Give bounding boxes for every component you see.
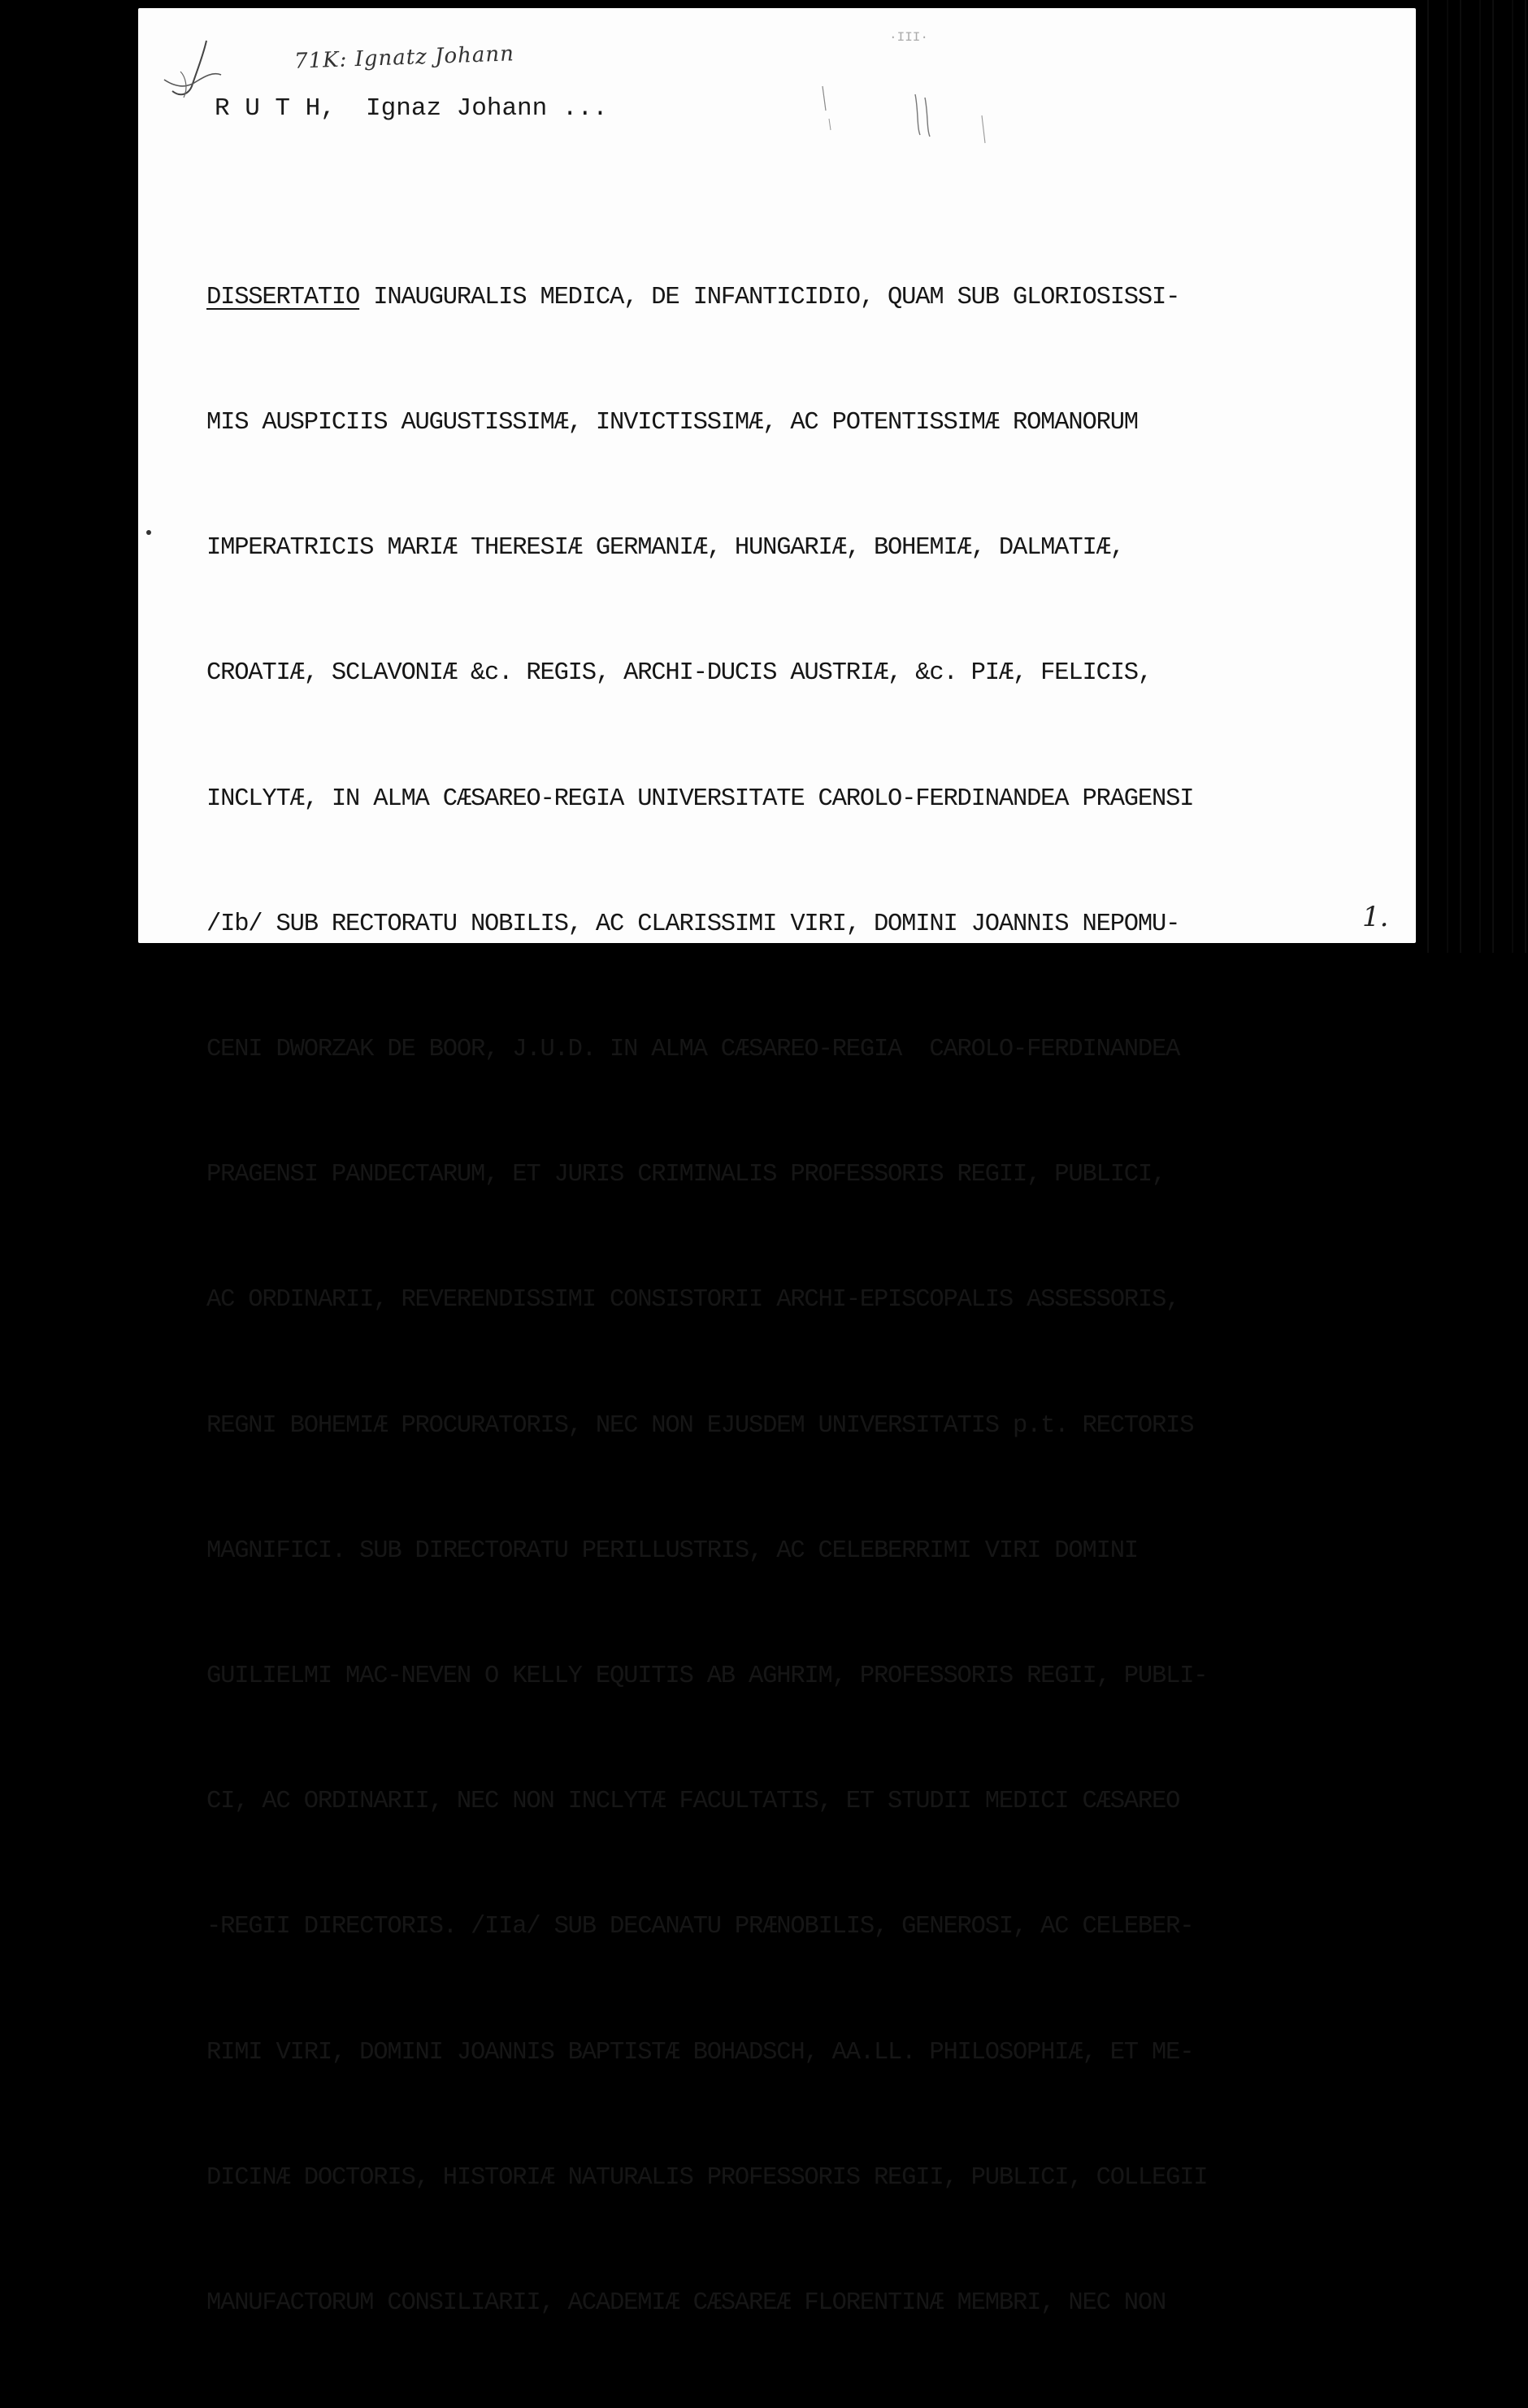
scan-right-film-edge — [1416, 0, 1528, 953]
page-number: 1. — [1362, 901, 1389, 933]
text-line: IMPERATRICIS MARIÆ THERESIÆ GERMANIÆ, HUNGARIÆ, BOHEMIÆ, DALMATIÆ, — [206, 534, 1124, 563]
text-line: /Ib/ SUB RECTORATU NOBILIS, AC CLARISSIMI VIRI, DOMINI JOANNIS NEPOMU- — [206, 910, 1180, 938]
margin-dot — [143, 527, 154, 538]
text-line: GUILIELMI MAC-NEVEN O KELLY EQUITIS AB AGHRIM, PROFESSORIS REGII, PUBLI- — [206, 1663, 1208, 1691]
text-line: MIS AUSPICIIS AUGUSTISSIMÆ, INVICTISSIMÆ, AC POTENTISSIMÆ ROMANORUM — [206, 409, 1138, 437]
faint-stamp-mark — [886, 28, 959, 47]
handwritten-annotation: 71K: Ignatz Johann — [293, 41, 515, 74]
text-line: DICINÆ DOCTORIS, HISTORIÆ NATURALIS PROFESSORIS REGII, PUBLICI, COLLEGII — [206, 2163, 1208, 2192]
text-line: PRAGENSI PANDECTARUM, ET JURIS CRIMINALIS PROFESSORIS REGII, PUBLICI, — [206, 1161, 1166, 1189]
card-header-name: R U T H, Ignaz Johann ... — [215, 94, 608, 123]
scan-left-border — [0, 0, 138, 953]
svg-text:·III·: ·III· — [889, 30, 929, 45]
text-line: RIMI VIRI, DOMINI JOANNIS BAPTISTÆ BOHADSCH, AA.LL. PHILOSOPHIÆ, ET ME- — [206, 2038, 1194, 2067]
text-line — [206, 277, 1377, 319]
text-line: INCLYTÆ, IN ALMA CÆSAREO-REGIA UNIVERSITATE CAROLO-FERDINANDEA PRAGENSI — [206, 785, 1194, 813]
pencil-scribble-icon — [813, 78, 1040, 151]
text-line: REGNI BOHEMIÆ PROCURATORIS, NEC NON EJUSDEM UNIVERSITATIS p.t. RECTORIS — [206, 1411, 1194, 1440]
text-line: MANUFACTORUM CONSILIARII, ACADEMIÆ CÆSAREÆ FLORENTINÆ MEMBRI, NEC NON — [206, 2289, 1166, 2318]
underlined-title-word: DISSERTATIO — [206, 283, 360, 311]
text-line: -REGII DIRECTORIS. /IIa/ SUB DECANATU PRÆNOBILIS, GENEROSI, AC CELEBER- — [206, 1913, 1194, 1941]
text-line: CI, AC ORDINARII, NEC NON INCLYTÆ FACULTATIS, ET STUDII MEDICI CÆSAREO — [206, 1788, 1180, 1816]
text-line: MAGNIFICI. SUB DIRECTORATU PERILLUSTRIS, AC CELEBERRIMI VIRI DOMINI — [206, 1537, 1138, 1565]
text-segment: INAUGURALIS MEDICA, DE INFANTICIDIO, QUAM SUB GLORIOSISSI- — [359, 283, 1180, 311]
text-line: AC ORDINARII, REVERENDISSIMI CONSISTORII ARCHI-EPISCOPALIS ASSESSORIS, — [206, 1286, 1180, 1315]
text-line: CROATIÆ, SCLAVONIÆ &c. REGIS, ARCHI-DUCIS AUSTRIÆ, &c. PIÆ, FELICIS, — [206, 659, 1153, 688]
text-line: CENI DWORZAK DE BOOR, J.U.D. IN ALMA CÆSAREO-REGIA CAROLO-FERDINANDEA — [206, 1036, 1180, 1064]
card-body-text — [206, 193, 1377, 2408]
